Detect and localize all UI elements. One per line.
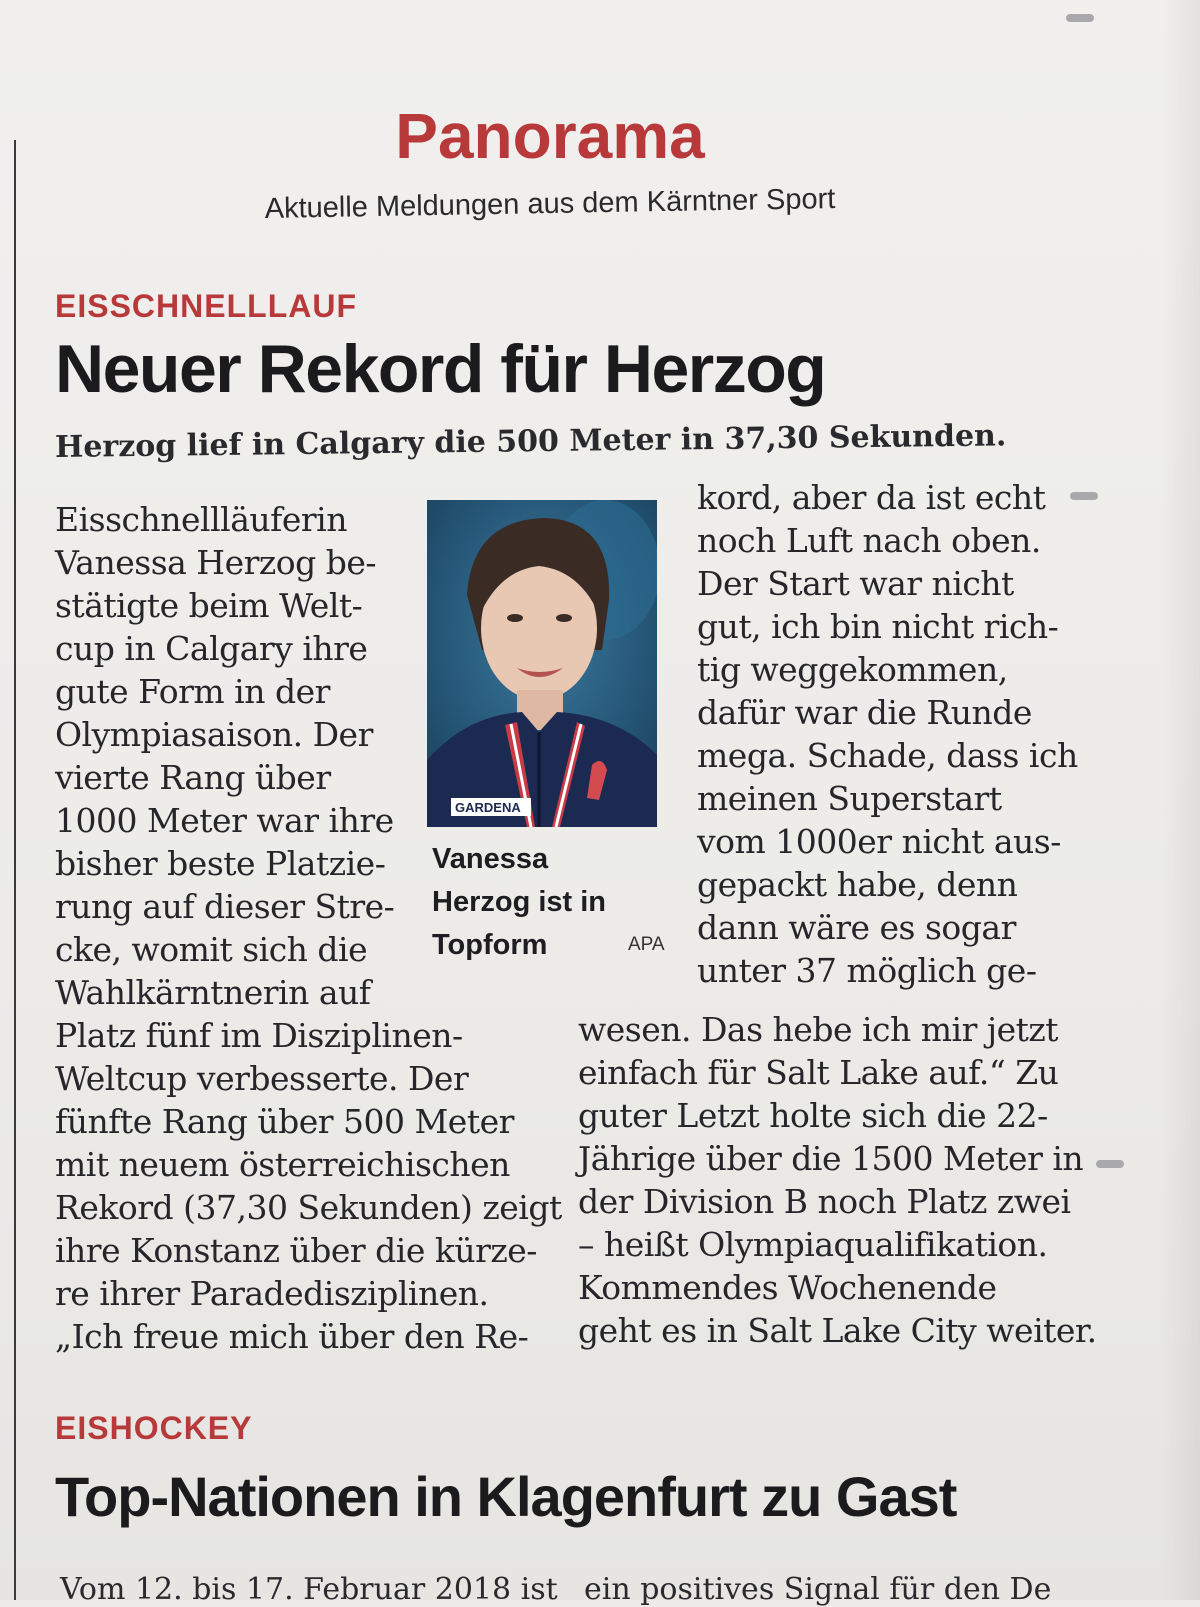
article-column-right-bottom	[578, 1008, 1097, 1352]
text-line: Kommendes Wochenende	[578, 1268, 997, 1307]
text-line: noch Luft nach oben.	[697, 521, 1041, 560]
section-title: Panorama	[395, 100, 705, 172]
text-line: re ihrer Paradedisziplinen.	[55, 1274, 489, 1313]
photo-credit: APA	[628, 934, 665, 955]
article-headline: Top-Nationen in Klagenfurt zu Gast	[55, 1465, 957, 1528]
jersey-sponsor-text: GARDENA	[455, 800, 521, 815]
text-line: Rekord (37,30 Sekunden) zeigt	[55, 1188, 562, 1227]
text-line: vierte Rang über	[55, 758, 331, 797]
text-line: einfach für Salt Lake auf.“ Zu	[578, 1053, 1059, 1092]
text-line: meinen Superstart	[697, 779, 1002, 818]
text-line: Platz fünf im Disziplinen-	[55, 1016, 463, 1055]
text-line: 1000 Meter war ihre	[55, 801, 394, 840]
portrait-photo	[427, 500, 657, 827]
text-line: – heißt Olympiaqualifikation.	[578, 1225, 1048, 1264]
text-line: „Ich freue mich über den Re-	[55, 1317, 529, 1356]
text-line: fünfte Rang über 500 Meter	[55, 1102, 514, 1141]
text-line: cup in Calgary ihre	[55, 629, 368, 668]
text-line: gut, ich bin nicht rich-	[697, 607, 1059, 646]
staple-mark	[1096, 1160, 1124, 1168]
text-line: Weltcup verbesserte. Der	[55, 1059, 469, 1098]
text-line: geht es in Salt Lake City weiter.	[578, 1311, 1097, 1350]
text-line: mit neuem österreichischen	[55, 1145, 510, 1184]
text-line: Eisschnellläuferin	[55, 500, 347, 539]
text-line: gute Form in der	[55, 672, 330, 711]
text-line: tig weggekommen,	[697, 650, 1008, 689]
text-line: ihre Konstanz über die kürze-	[55, 1231, 537, 1270]
text-line: bisher beste Platzie-	[55, 844, 386, 883]
caption-line: Herzog ist in	[432, 886, 607, 918]
text-line: der Division B noch Platz zwei	[578, 1182, 1071, 1221]
text-line: Vanessa Herzog be-	[55, 543, 377, 582]
article-deck: Herzog lief in Calgary die 500 Meter in 37,30 Sekunden.	[54, 418, 1007, 465]
article-kicker: EISHOCKEY	[55, 1410, 253, 1446]
section-subtitle: Aktuelle Meldungen aus dem Kärntner Sport	[264, 183, 836, 225]
article-teaser-right: ein positives Signal für den De	[584, 1572, 1052, 1607]
page-shadow	[1160, 0, 1200, 1600]
column-rule	[14, 140, 16, 1600]
article-teaser-left: Vom 12. bis 17. Februar 2018 ist	[60, 1572, 558, 1607]
athlete-portrait-image	[427, 500, 657, 827]
text-line: Der Start war nicht	[697, 564, 1014, 603]
text-line: vom 1000er nicht aus-	[697, 822, 1061, 861]
text-line: kord, aber da ist echt	[697, 478, 1046, 517]
text-line: Jährige über die 1500 Meter in	[578, 1139, 1084, 1178]
text-line: stätigte beim Welt-	[55, 586, 363, 625]
text-line: dann wäre es sogar	[697, 908, 1016, 947]
article-kicker: EISSCHNELLLAUF	[55, 288, 357, 324]
article-headline: Neuer Rekord für Herzog	[55, 331, 826, 407]
text-line: gepackt habe, denn	[697, 865, 1018, 904]
text-line: Olympiasaison. Der	[55, 715, 373, 754]
text-line: mega. Schade, dass ich	[697, 736, 1078, 775]
article-column-right-top	[697, 476, 1078, 992]
staple-mark	[1066, 14, 1094, 22]
text-line: cke, womit sich die	[55, 930, 368, 969]
text-line: wesen. Das hebe ich mir jetzt	[578, 1010, 1059, 1049]
section-masthead	[0, 100, 1100, 225]
text-line: dafür war die Runde	[697, 693, 1032, 732]
text-line: rung auf dieser Stre-	[55, 887, 395, 926]
text-line: guter Letzt holte sich die 22-	[578, 1096, 1048, 1135]
caption-line: Topform	[432, 929, 548, 961]
text-line: unter 37 möglich ge-	[697, 951, 1037, 990]
caption-line: Vanessa	[432, 843, 549, 875]
text-line: Wahlkärntnerin auf	[55, 973, 371, 1012]
